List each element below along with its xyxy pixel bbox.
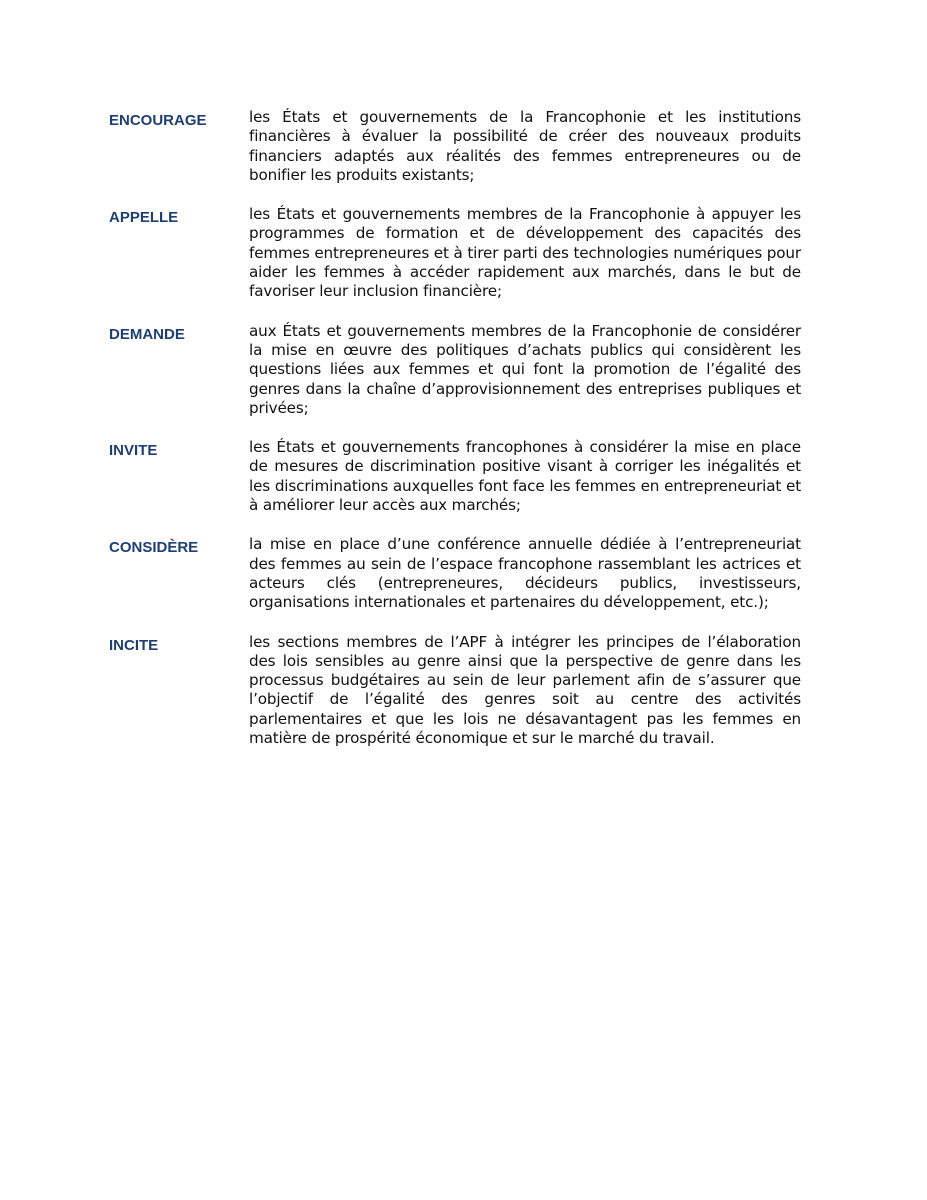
clause-incite — [109, 633, 801, 749]
resolution-clauses — [109, 108, 801, 768]
clause-considere — [109, 535, 801, 612]
clause-text: les États et gouvernements francophones à considérer la mise en place de mesures de discrimination positive visant à corriger les inégalités et les discriminations auxquelles font face les femmes en entrepreneuriat et à améliorer leur accès aux marchés; — [249, 438, 801, 515]
clause-encourage — [109, 108, 801, 185]
clause-text: les États et gouvernements membres de la Francophonie à appuyer les programmes de formation et de développement des capacités des femmes entrepreneures et à tirer parti des technologies numériques pour aider les femmes à accéder rapidement aux marchés, dans le but de favoriser leur inclusion financière; — [249, 205, 801, 301]
clause-text: les sections membres de l’APF à intégrer les principes de l’élaboration des lois sensibles au genre ainsi que la perspective de genre dans les processus budgétaires au sein de leur parlement afin de s’assurer que l’objectif de l’égalité des genres soit au centre des activités parlementaires et que les lois ne désavantagent pas les femmes en matière de prospérité économique et sur le marché du travail. — [249, 632, 801, 748]
clause-text: aux États et gouvernements membres de la Francophonie de considérer la mise en œuvre des politiques d’achats publics qui considèrent les questions liées aux femmes et qui font la promotion de l’égalité des genres dans la chaîne d’approvisionnement des entreprises publiques et privées; — [249, 321, 801, 417]
clause-verb: APPELLE — [109, 209, 179, 227]
clause-verb: INVITE — [109, 442, 158, 460]
clause-appelle — [109, 205, 801, 301]
clause-verb: INCITE — [109, 636, 159, 654]
clause-verb: DEMANDE — [109, 325, 185, 343]
clause-verb: ENCOURAGE — [109, 112, 207, 129]
clause-text: les États et gouvernements de la Francophonie et les institutions financières à évaluer la possibilité de créer des nouveaux produits financiers adaptés aux réalités des femmes entrepreneures ou de bonifier les produits existants; — [249, 108, 801, 184]
clause-invite — [109, 438, 801, 515]
clause-text: la mise en place d’une conférence annuelle dédiée à l’entrepreneuriat des femmes au sein de l’espace francophone rassemblant les actrices et acteurs clés (entrepreneures, décideurs publics, investisseurs, organisations internationales et partenaires du développement, etc.); — [249, 535, 801, 612]
clause-demande — [109, 322, 801, 418]
clause-verb: CONSIDÈRE — [109, 539, 199, 557]
